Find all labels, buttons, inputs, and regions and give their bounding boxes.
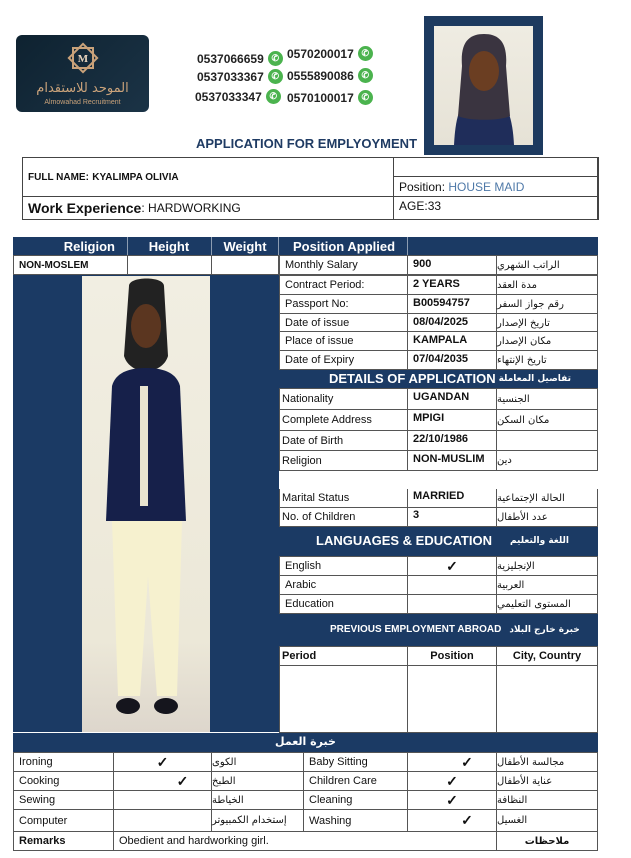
- logo-emblem-icon: [66, 41, 100, 75]
- languages-header-ar: اللغة والتعليم: [509, 535, 570, 546]
- work-experience-label: Work Experience: [28, 200, 142, 216]
- prev-emp-period-cell: [279, 665, 408, 733]
- skill-label: Cooking: [13, 771, 114, 791]
- family-value: MARRIED: [407, 488, 497, 508]
- skill-label: Sewing: [13, 790, 114, 810]
- applicant-info-table: [22, 157, 598, 220]
- prev-emp-col-position: Position: [407, 646, 497, 666]
- phone-text: 0537033367: [197, 69, 264, 84]
- row-label-ar: تاريخ الإصدار: [496, 313, 598, 333]
- whatsapp-icon: ✆: [268, 51, 283, 66]
- row-label: Passport No:: [279, 294, 408, 314]
- skill-label: Children Care: [303, 771, 408, 791]
- work-experience-value: : HARDWORKING: [141, 201, 241, 215]
- skill-label-ar: إستخدام الكمبيوتر: [211, 809, 304, 832]
- details-label: Complete Address: [279, 409, 408, 431]
- full-name-value: KYALIMPA OLIVIA: [92, 171, 179, 183]
- portrait-photo: [434, 26, 533, 145]
- skill-label-ar: الخياطة: [211, 790, 304, 810]
- row-value: B00594757: [407, 294, 497, 314]
- family-label-ar: الحالة الإجتماعية: [496, 488, 598, 508]
- details-value: MPIGI: [407, 409, 497, 431]
- whatsapp-icon: ✆: [358, 46, 373, 61]
- language-label: English: [279, 556, 408, 576]
- phone-text: 0570200017: [287, 46, 354, 61]
- phone-text: 0537033347: [195, 89, 262, 104]
- row-value: 08/04/2025: [407, 313, 497, 333]
- details-value: UGANDAN: [407, 388, 497, 410]
- phone-number: [287, 90, 373, 105]
- skill-label-ar: مجالسة الأطفال: [496, 752, 598, 772]
- remarks-label: Remarks: [13, 831, 114, 851]
- phone-text: 0555890086: [287, 68, 354, 83]
- row-label-ar: رقم جواز السفر: [496, 294, 598, 314]
- family-label-ar: عدد الأطفال: [496, 507, 598, 527]
- position-label: Position:: [399, 179, 446, 194]
- work-experience-cell: [22, 196, 394, 220]
- row-value: 2 YEARS: [407, 275, 497, 295]
- language-check-cell: [407, 594, 497, 614]
- remarks-label-ar: ملاحظات: [496, 831, 598, 851]
- full-body-photo: [82, 276, 210, 732]
- details-value: NON-MUSLIM: [407, 450, 497, 471]
- details-label: Date of Birth: [279, 430, 408, 451]
- row-label-ar: مدة العقد: [496, 275, 598, 295]
- language-label: Arabic: [279, 575, 408, 595]
- prev-employment-header: [330, 624, 600, 635]
- languages-header: [316, 533, 596, 548]
- details-label-ar: [496, 430, 598, 451]
- row-label: Monthly Salary: [279, 255, 408, 275]
- details-label: Nationality: [279, 388, 408, 410]
- skill-label-ar: الطبخ: [211, 771, 304, 791]
- phone-number: [287, 68, 373, 83]
- skill-label: Cleaning: [303, 790, 408, 810]
- row-label-ar: الراتب الشهري: [496, 255, 598, 275]
- skills-header-text: خبرة العمل: [275, 735, 336, 748]
- skill-label: Computer: [13, 809, 114, 832]
- skill-label-ar: عناية الأطفال: [496, 771, 598, 791]
- age-value: 33: [427, 199, 442, 213]
- check-icon: ✓: [407, 809, 497, 832]
- languages-header-en: LANGUAGES & EDUCATION: [316, 533, 492, 548]
- row-value: 07/04/2035: [407, 350, 497, 370]
- language-label-ar: الإنجليزية: [496, 556, 598, 576]
- family-label: Marital Status: [279, 488, 408, 508]
- logo-english-name: Almowahad Recruitment: [44, 99, 121, 106]
- skill-label: Baby Sitting: [303, 752, 408, 772]
- whatsapp-icon: ✆: [358, 90, 373, 105]
- weight-value: [211, 255, 279, 275]
- details-label: Religion: [279, 450, 408, 471]
- check-icon: ✓: [407, 790, 497, 810]
- row-value: KAMPALA: [407, 331, 497, 351]
- check-icon: ✓: [407, 771, 497, 791]
- prev-employment-header-en: PREVIOUS EMPLOYMENT ABROAD: [330, 624, 502, 635]
- details-value: 22/10/1986: [407, 430, 497, 451]
- language-label: Education: [279, 594, 408, 614]
- language-check-cell: [407, 575, 497, 595]
- family-label: No. of Children: [279, 507, 408, 527]
- page-title: APPLICATION FOR EMPLYOYMENT: [196, 136, 418, 151]
- phone-number: [195, 89, 281, 104]
- phone-number: [197, 69, 283, 84]
- prev-emp-col-period: Period: [279, 646, 408, 666]
- whatsapp-icon: ✆: [268, 69, 283, 84]
- prev-emp-city-cell: [496, 665, 598, 733]
- header-religion: Religion: [63, 239, 115, 254]
- header-weight: Weight: [223, 239, 267, 254]
- skill-label: Washing: [303, 809, 408, 832]
- skill-label-ar: الكوى: [211, 752, 304, 772]
- language-label-ar: العربية: [496, 575, 598, 595]
- height-value: [127, 255, 212, 275]
- check-icon: ✓: [407, 556, 497, 576]
- age-cell: [393, 196, 599, 220]
- whatsapp-icon: ✆: [358, 68, 373, 83]
- check-icon: ✓: [113, 752, 212, 772]
- row-label: Date of issue: [279, 313, 408, 333]
- position-cell: [393, 176, 599, 197]
- age-label: AGE:: [399, 199, 428, 213]
- details-header: [329, 371, 589, 386]
- check-icon: ✓: [407, 752, 497, 772]
- details-label-ar: الجنسية: [496, 388, 598, 410]
- row-label-ar: تاريخ الإنتهاء: [496, 350, 598, 370]
- portrait-photo-frame: [424, 16, 543, 155]
- details-label-ar: مكان السكن: [496, 409, 598, 431]
- prev-emp-col-city: City, Country: [496, 646, 598, 666]
- logo-arabic-name: الموحد للاستقدام: [36, 81, 129, 96]
- phone-text: 0570100017: [287, 90, 354, 105]
- full-name-cell: [22, 157, 394, 197]
- row-label: Contract Period:: [279, 275, 408, 295]
- remarks-value: Obedient and hardworking girl.: [113, 831, 497, 851]
- phone-text: 0537066659: [197, 51, 264, 66]
- row-label: Date of Expiry: [279, 350, 408, 370]
- header-position-applied: Position Applied: [292, 239, 396, 254]
- skill-label-ar: الغسيل: [496, 809, 598, 832]
- religion-value: NON-MOSLEM: [13, 255, 128, 275]
- full-name-label: FULL NAME:: [28, 171, 89, 183]
- phone-number: [197, 51, 283, 66]
- skill-check-cell: [113, 790, 212, 810]
- check-icon: ✓: [113, 771, 212, 791]
- prev-emp-position-cell: [407, 665, 497, 733]
- skill-label-ar: النظافة: [496, 790, 598, 810]
- whatsapp-icon: ✆: [266, 89, 281, 104]
- details-header-ar: تفاصيل المعاملة: [498, 373, 572, 384]
- header-height: Height: [148, 239, 190, 254]
- svg-text:M: M: [77, 53, 89, 65]
- row-value: 900: [407, 255, 497, 275]
- family-value: 3: [407, 507, 497, 527]
- row-label: Place of issue: [279, 331, 408, 351]
- blank-row: [279, 471, 598, 489]
- language-label-ar: المستوى التعليمي: [496, 594, 598, 614]
- details-label-ar: دين: [496, 450, 598, 471]
- details-header-en: DETAILS OF APPLICATION: [329, 371, 496, 386]
- company-logo: [16, 35, 149, 112]
- skill-check-cell: [113, 809, 212, 832]
- blank-cell: [393, 157, 599, 177]
- skill-label: Ironing: [13, 752, 114, 772]
- row-label-ar: مكان الإصدار: [496, 331, 598, 351]
- phone-number: [287, 46, 373, 61]
- prev-employment-header-ar: خبرة خارج البلاد: [509, 624, 580, 635]
- skills-header: [13, 733, 598, 752]
- position-value: HOUSE MAID: [448, 179, 525, 194]
